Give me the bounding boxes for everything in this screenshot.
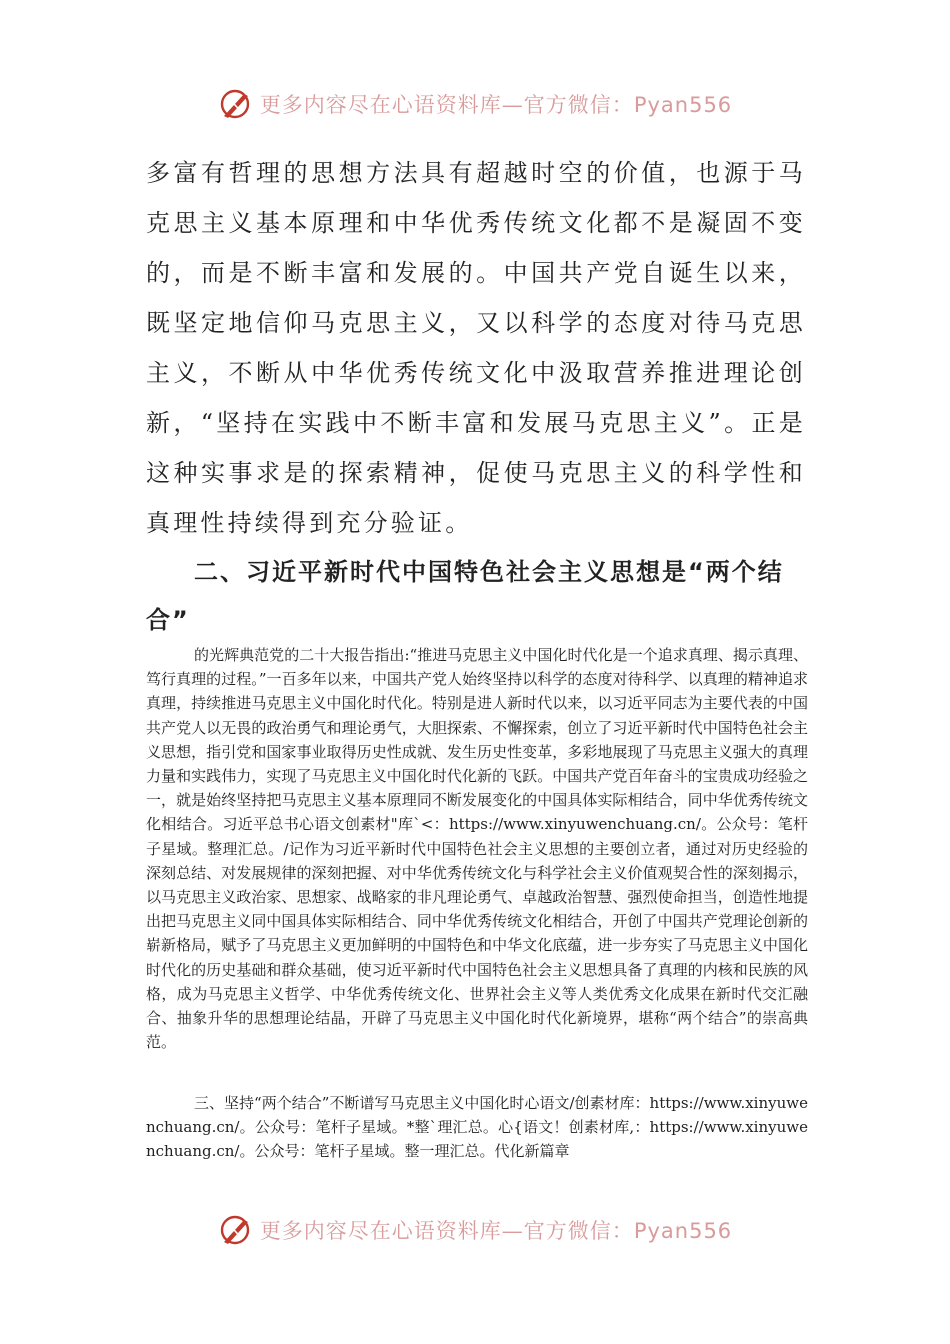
watermark-wechat-id: Pyan556 [633, 1219, 733, 1243]
watermark-text: 更多内容尽在心语资料库—官方微信：Pyan556 [259, 93, 733, 117]
footer-watermark [0, 1210, 950, 1250]
pen-circle-logo-icon [218, 1212, 254, 1248]
watermark-text: 更多内容尽在心语资料库—官方微信：Pyan556 [259, 1219, 733, 1243]
header-watermark [0, 84, 950, 124]
pen-circle-logo-icon [218, 86, 254, 122]
watermark-wechat-id: Pyan556 [633, 93, 733, 117]
section-heading-2: 二、习近平新时代中国特色社会主义思想是“两个结合” [146, 558, 784, 634]
section-3-paragraph: 三、坚持“两个结合”不断谱写马克思主义中国化时心语文/创素材库：https://www.xinyuwenchuang.cn/。公众号：笔杆子星域。*整`理汇总。心{语文！创素材库,：https://www.xinyuwenchuang.cn/。公众号：笔杆子星域。整一理汇总。代化新篇章 [146, 1094, 808, 1161]
main-paragraph: 的光辉典范党的二十大报告指出:“推进马克思主义中国化时代化是一个追求真理、揭示真理、笃行真理的过程。”一百多年以来，中国共产党人始终坚持以科学的态度对待科学、以真理的精神追求真理，持续推进马克思主义中国化时代化。特别是进人新时代以来，以习近平同志为主要代表的中国共产党人以无畏的政治勇气和理论勇气，大胆探索、不懈探索，创立了习近平新时代中国特色社会主义思想，指引党和国家事业取得历史性成就、发生历史性变革，多彩地展现了马克思主义强大的真理力量和实践伟力，实现了马克思主义中国化时代化新的飞跃。中国共产党百年奋斗的宝贵成功经验之一，就是始终坚持把马克思主义基本原理同不断发展变化的中国具体实际相结合，同中华优秀传统文化相结合。习近平总书心语文创素材"库`<：https://www.xinyuwenchuang.cn/。公众号：笔杆子星域。整理汇总。/记作为习近平新时代中国特色社会主义思想的主要创立者，通过对历史经验的深刻总结、对发展规律的深刻把握、对中华优秀传统文化与科学社会主义价值观契合性的深刻揭示，以马克思主义政治家、思想家、战略家的非凡理论勇气、卓越政治智慧、强烈使命担当，创造性地提出把马克思主义同中国具体实际相结合、同中华优秀传统文化相结合，开创了中国共产党理论创新的崭新格局，赋予了马克思主义更加鲜明的中国特色和中华文化底蕴，进一步夯实了马克思主义中国化时代化的历史基础和群众基础，使习近平新时代中国特色社会主义思想具备了真理的内核和民族的风格，成为马克思主义哲学、中华优秀传统文化、世界社会主义等人类优秀文化成果在新时代交汇融合、抽象升华的思想理论结晶，开辟了马克思主义中国化时代化新境界，堪称“两个结合”的崇高典范。 [146, 646, 808, 1052]
intro-paragraph: 多富有哲理的思想方法具有超越时空的价值，也源于马克思主义基本原理和中华优秀传统文化都不是凝固不变的，而是不断丰富和发展的。中国共产党自诞生以来，既坚定地信仰马克思主义，又以科学的态度对待马克思主义，不断从中华优秀传统文化中汲取营养推进理论创新，“坚持在实践中不断丰富和发展马克思主义”。正是这种实事求是的探索精神，促使马克思主义的科学性和真理性持续得到充分验证。 [146, 159, 806, 537]
